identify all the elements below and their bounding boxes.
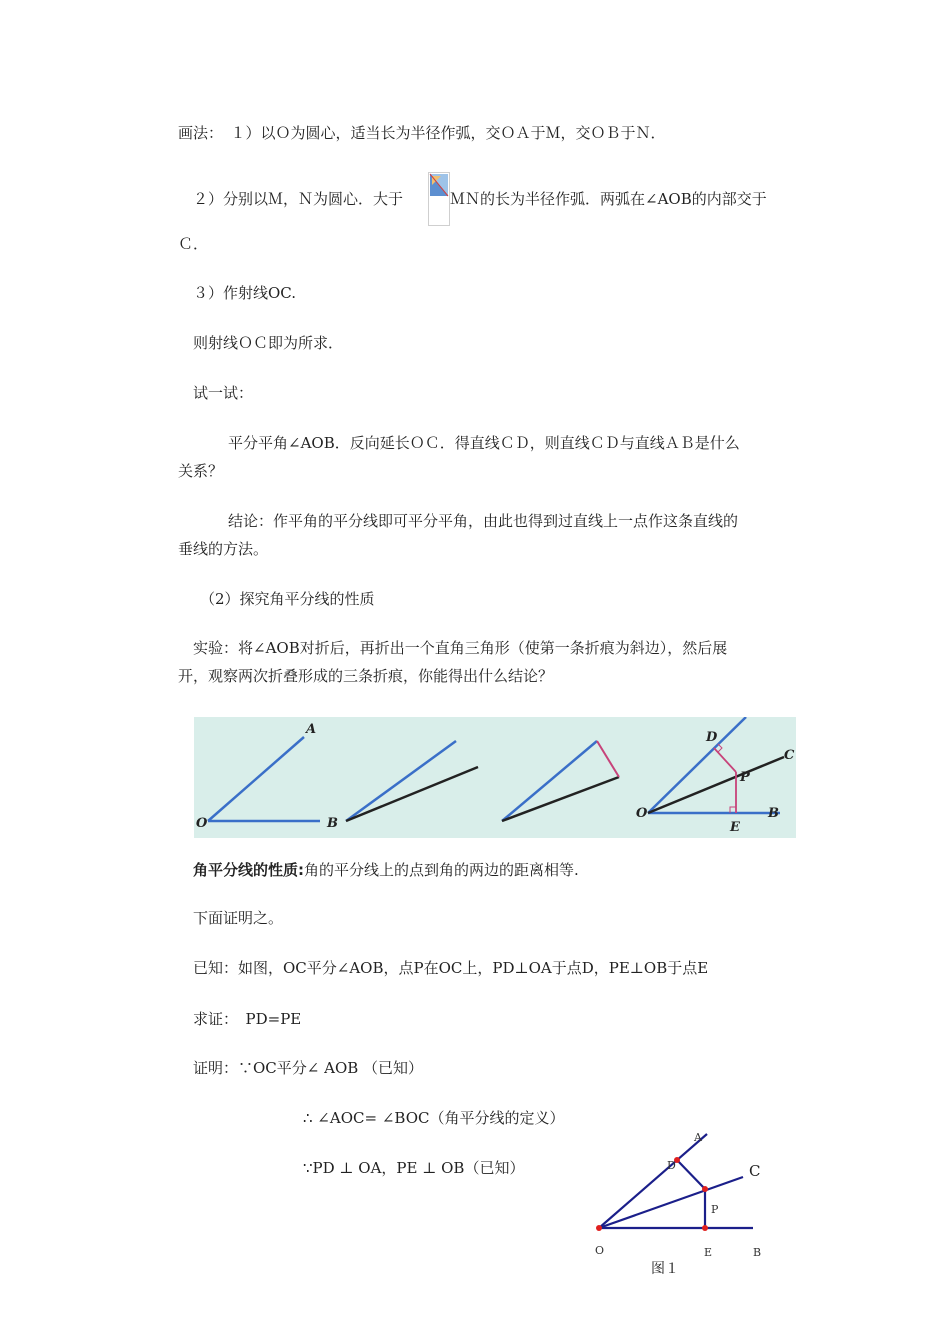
try-question-line1: 平分平角∠AOB．反向延长ＯＣ．得直线ＣＤ，则直线ＣＤ与直线ＡＢ是什么 xyxy=(228,434,740,452)
given-statement: 已知：如图，OC平分∠AOB，点P在OC上，PD⊥OA于点D，PE⊥OB于点E xyxy=(193,959,709,977)
strip-label-c: C xyxy=(784,748,795,763)
fold-ray-blue xyxy=(346,741,456,821)
triangle-black-side xyxy=(502,777,619,821)
fig1-label-e: E xyxy=(704,1246,713,1259)
method-step-1: 画法： １）以Ｏ为圆心，适当长为半径作弧，交ＯＡ于Ｍ，交ＯＢ于Ｎ． xyxy=(178,124,666,142)
fig1-label-p: P xyxy=(711,1203,719,1216)
fold-ray-black xyxy=(346,767,478,821)
strip-label-d: D xyxy=(706,730,718,745)
fig1-label-o: O xyxy=(595,1244,605,1257)
fig1-point-e xyxy=(702,1225,708,1231)
ray-oa xyxy=(208,737,304,821)
proof-step-1: 证明：∵OC平分∠ AOB （已知） xyxy=(193,1059,424,1077)
fig1-point-p xyxy=(702,1186,708,1192)
experiment-line1: 实验：将∠AOB对折后，再折出一个直角三角形（使第一条折痕为斜边），然后展 xyxy=(193,639,728,657)
fig1-ray-oc xyxy=(599,1177,743,1228)
proof-step-3: ∵PD ⊥ OA，PE ⊥ OB（已知） xyxy=(303,1159,525,1177)
strip-label-b1: B xyxy=(327,816,338,831)
fig1-ray-oa xyxy=(599,1134,707,1228)
property-statement xyxy=(193,860,579,880)
perp-pd xyxy=(714,748,736,772)
method-step-2-part-c: Ｃ． xyxy=(178,235,209,253)
fig1-caption: 图１ xyxy=(651,1261,679,1277)
to-prove-statement: 求证： PD=PE xyxy=(193,1010,302,1028)
method-step-2-part-a: ２）分别以Ｍ，Ｎ为圆心．大于 xyxy=(193,190,404,208)
property-text: 角的平分线上的点到角的两边的距离相等. xyxy=(304,861,579,879)
strip-label-e: E xyxy=(730,820,740,835)
strip-label-o1: O xyxy=(196,816,208,831)
strip-label-b2: B xyxy=(768,806,779,821)
fig1-point-o xyxy=(596,1225,602,1231)
proof-intro: 下面证明之。 xyxy=(193,909,284,927)
proof-step-2: ∴ ∠AOC= ∠BOC（角平分线的定义） xyxy=(303,1109,565,1127)
conclusion-line2: 垂线的方法。 xyxy=(178,540,269,558)
experiment-line2: 开，观察两次折叠形成的三条折痕，你能得出什么结论？ xyxy=(178,667,554,685)
strip-label-p: P xyxy=(740,770,750,785)
fig1-label-a: A xyxy=(694,1131,702,1144)
try-question-line2: 关系？ xyxy=(178,462,224,480)
try-heading: 试一试： xyxy=(193,384,254,402)
figure-1-diagram xyxy=(585,1125,775,1285)
final-ray-oa xyxy=(648,717,746,813)
triangle-blue-side xyxy=(502,741,597,821)
method-step-2-part-b: ＭＮ的长为半径作弧．两弧在∠AOB的内部交于 xyxy=(450,190,767,208)
fig1-label-c: C xyxy=(749,1162,761,1180)
final-ray-oc xyxy=(648,757,784,813)
fig1-seg-pd xyxy=(677,1160,705,1189)
section-heading: （2）探究角平分线的性质 xyxy=(200,590,375,608)
triangle-pink-side xyxy=(597,741,619,777)
method-step-3: ３）作射线OC. xyxy=(193,284,297,302)
fig1-label-b: B xyxy=(753,1246,762,1259)
folding-figure-strip xyxy=(194,717,796,838)
strip-label-o2: O xyxy=(636,806,648,821)
fraction-image-icon xyxy=(428,172,450,226)
fig1-label-d: D xyxy=(667,1159,676,1172)
property-title: 角平分线的性质: xyxy=(193,861,304,879)
method-result: 则射线ＯＣ即为所求． xyxy=(193,334,344,352)
strip-label-a: A xyxy=(306,722,317,737)
conclusion-line1: 结论：作平角的平分线即可平分平角，由此也得到过直线上一点作这条直线的 xyxy=(228,512,739,530)
